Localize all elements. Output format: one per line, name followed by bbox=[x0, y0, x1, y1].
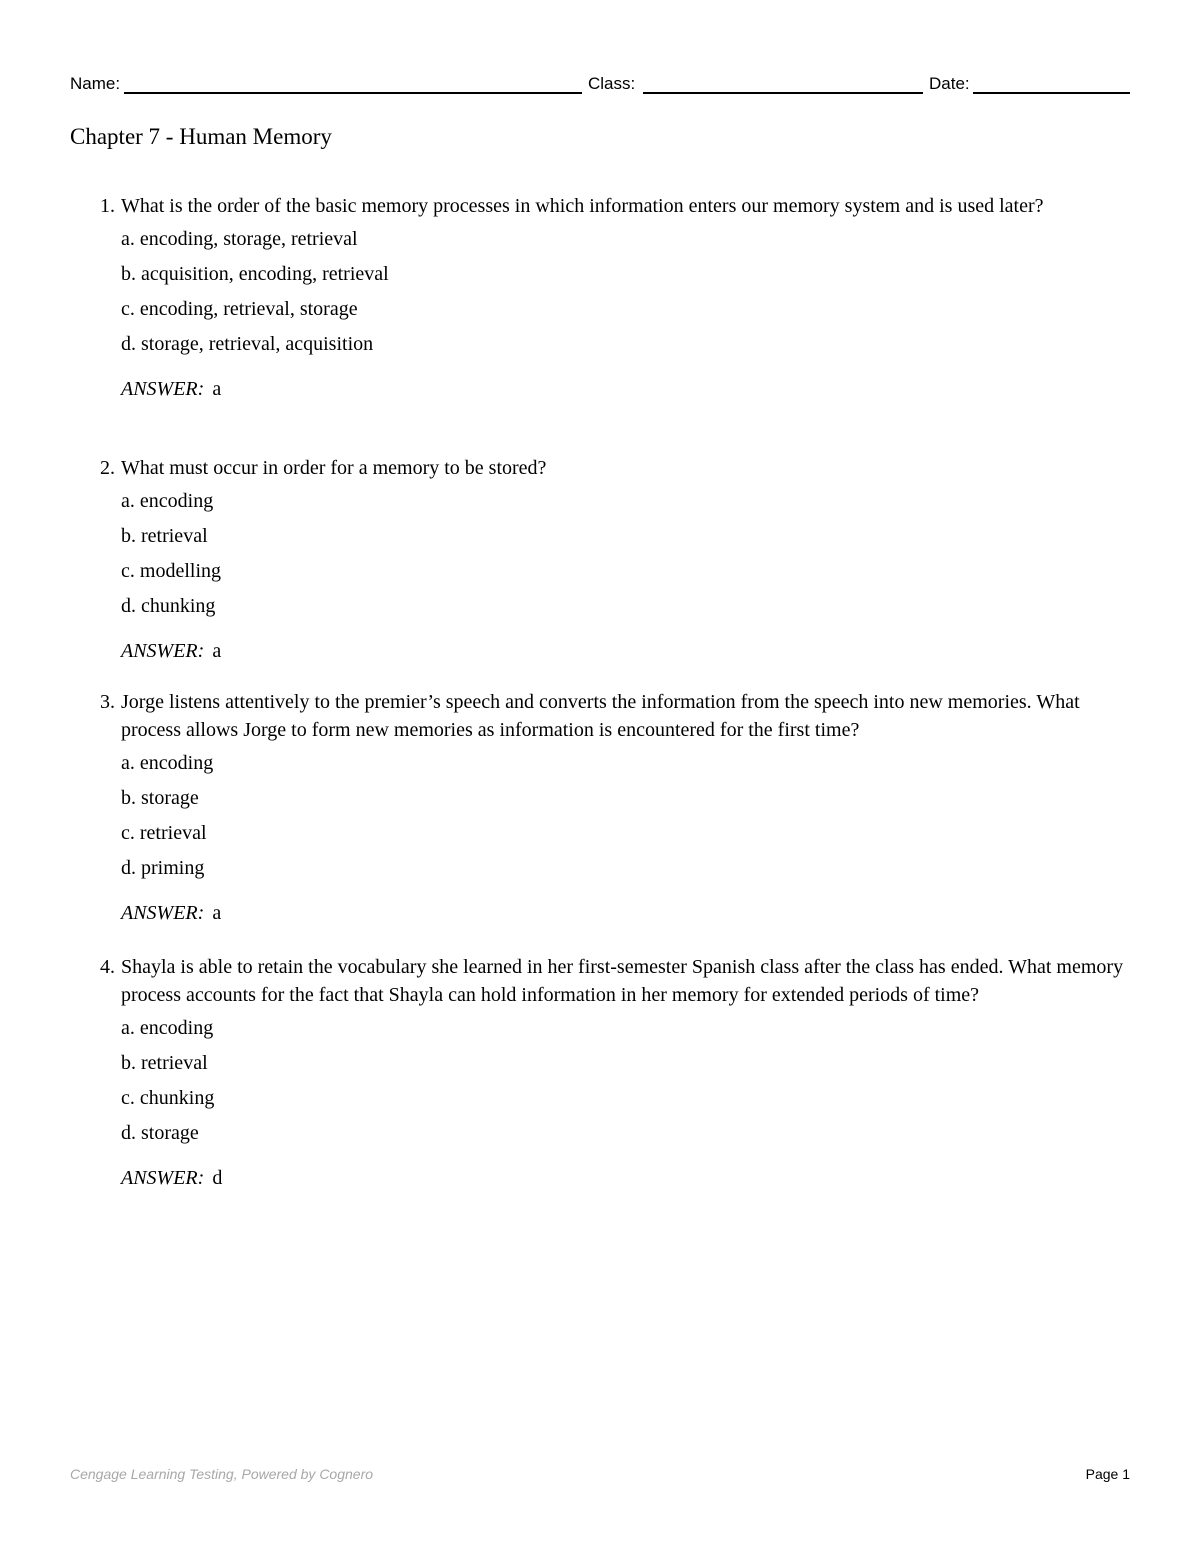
option-text: encoding, storage, retrieval bbox=[139, 228, 358, 250]
option-letter: a. bbox=[121, 752, 135, 774]
question-3 bbox=[100, 688, 1130, 927]
answer-line bbox=[121, 637, 1130, 665]
footer-credit: Cengage Learning Testing, Powered by Cognero bbox=[70, 1466, 374, 1482]
name-blank-line bbox=[124, 92, 582, 94]
question-number: 2. bbox=[100, 457, 115, 479]
option-d bbox=[121, 854, 1130, 889]
chapter-title: Chapter 7 - Human Memory bbox=[70, 124, 332, 149]
option-text: storage bbox=[141, 787, 199, 809]
option-c bbox=[121, 819, 1130, 854]
option-letter: c. bbox=[121, 822, 135, 844]
option-text: retrieval bbox=[141, 525, 208, 547]
option-d bbox=[121, 1119, 1130, 1154]
option-text: retrieval bbox=[141, 1052, 208, 1074]
answer-label: ANSWER: bbox=[121, 378, 205, 400]
option-letter: a. bbox=[121, 228, 135, 250]
answer-label: ANSWER: bbox=[121, 902, 205, 924]
option-c bbox=[121, 1084, 1130, 1119]
answer-value: a bbox=[212, 902, 222, 924]
option-d bbox=[121, 330, 1130, 365]
option-b bbox=[121, 1049, 1130, 1084]
option-letter: b. bbox=[121, 525, 136, 547]
answer-label: ANSWER: bbox=[121, 1167, 205, 1189]
answer-line bbox=[121, 375, 1130, 403]
date-label: Date: bbox=[929, 74, 970, 93]
question-stem bbox=[100, 454, 1130, 482]
option-b bbox=[121, 522, 1130, 557]
name-label: Name: bbox=[70, 74, 121, 93]
question-number: 1. bbox=[100, 195, 115, 217]
answer-line bbox=[121, 1164, 1130, 1192]
question-2 bbox=[100, 454, 1130, 665]
option-text: encoding bbox=[139, 1017, 214, 1039]
option-text: priming bbox=[141, 857, 205, 879]
option-letter: c. bbox=[121, 1087, 135, 1109]
page-footer bbox=[70, 1466, 1130, 1486]
option-letter: d. bbox=[121, 1122, 136, 1144]
class-blank-line bbox=[643, 92, 923, 94]
answer-label: ANSWER: bbox=[121, 640, 205, 662]
option-b bbox=[121, 784, 1130, 819]
answer-value: a bbox=[212, 378, 222, 400]
option-a bbox=[121, 1014, 1130, 1049]
option-d bbox=[121, 592, 1130, 627]
question-text: Jorge listens attentively to the premier’s speech and converts the information from the speech into new memories. What process allows Jorge to form new memories as information is encountered for the first time? bbox=[121, 691, 1080, 741]
answer-line bbox=[121, 899, 1130, 927]
option-letter: a. bbox=[121, 1017, 135, 1039]
answer-value: d bbox=[212, 1167, 223, 1189]
option-letter: b. bbox=[121, 263, 136, 285]
option-letter: c. bbox=[121, 560, 135, 582]
question-stem bbox=[100, 953, 1130, 1009]
option-text: chunking bbox=[141, 595, 216, 617]
option-text: encoding, retrieval, storage bbox=[139, 298, 358, 320]
date-blank-line bbox=[973, 92, 1130, 94]
option-letter: b. bbox=[121, 787, 136, 809]
question-4 bbox=[100, 953, 1130, 1192]
option-text: encoding bbox=[139, 752, 214, 774]
option-letter: d. bbox=[121, 595, 136, 617]
question-text: What is the order of the basic memory processes in which information enters our memory system and is used later? bbox=[121, 195, 1044, 217]
option-a bbox=[121, 225, 1130, 260]
question-number: 4. bbox=[100, 956, 115, 978]
class-label: Class: bbox=[588, 74, 636, 93]
page-number: Page 1 bbox=[1085, 1466, 1130, 1482]
question-1 bbox=[100, 192, 1130, 403]
question-stem bbox=[100, 192, 1130, 220]
option-b bbox=[121, 260, 1130, 295]
question-text: Shayla is able to retain the vocabulary she learned in her first-semester Spanish class after the class has ended. What memory process accounts for the fact that Shayla can hold information in her memory for extended periods of time? bbox=[121, 956, 1124, 1006]
option-c bbox=[121, 557, 1130, 592]
option-c bbox=[121, 295, 1130, 330]
option-a bbox=[121, 749, 1130, 784]
option-text: storage bbox=[141, 1122, 199, 1144]
option-text: retrieval bbox=[139, 822, 207, 844]
question-number: 3. bbox=[100, 691, 115, 713]
option-letter: d. bbox=[121, 857, 136, 879]
option-letter: d. bbox=[121, 333, 136, 355]
option-letter: b. bbox=[121, 1052, 136, 1074]
option-text: acquisition, encoding, retrieval bbox=[141, 263, 389, 285]
answer-value: a bbox=[212, 640, 222, 662]
option-text: encoding bbox=[139, 490, 214, 512]
option-letter: c. bbox=[121, 298, 135, 320]
option-letter: a. bbox=[121, 490, 135, 512]
option-text: modelling bbox=[139, 560, 221, 582]
question-text: What must occur in order for a memory to be stored? bbox=[121, 457, 547, 479]
student-info-header bbox=[70, 72, 1130, 96]
option-text: chunking bbox=[139, 1087, 215, 1109]
question-stem bbox=[100, 688, 1130, 744]
option-text: storage, retrieval, acquisition bbox=[141, 333, 374, 355]
option-a bbox=[121, 487, 1130, 522]
